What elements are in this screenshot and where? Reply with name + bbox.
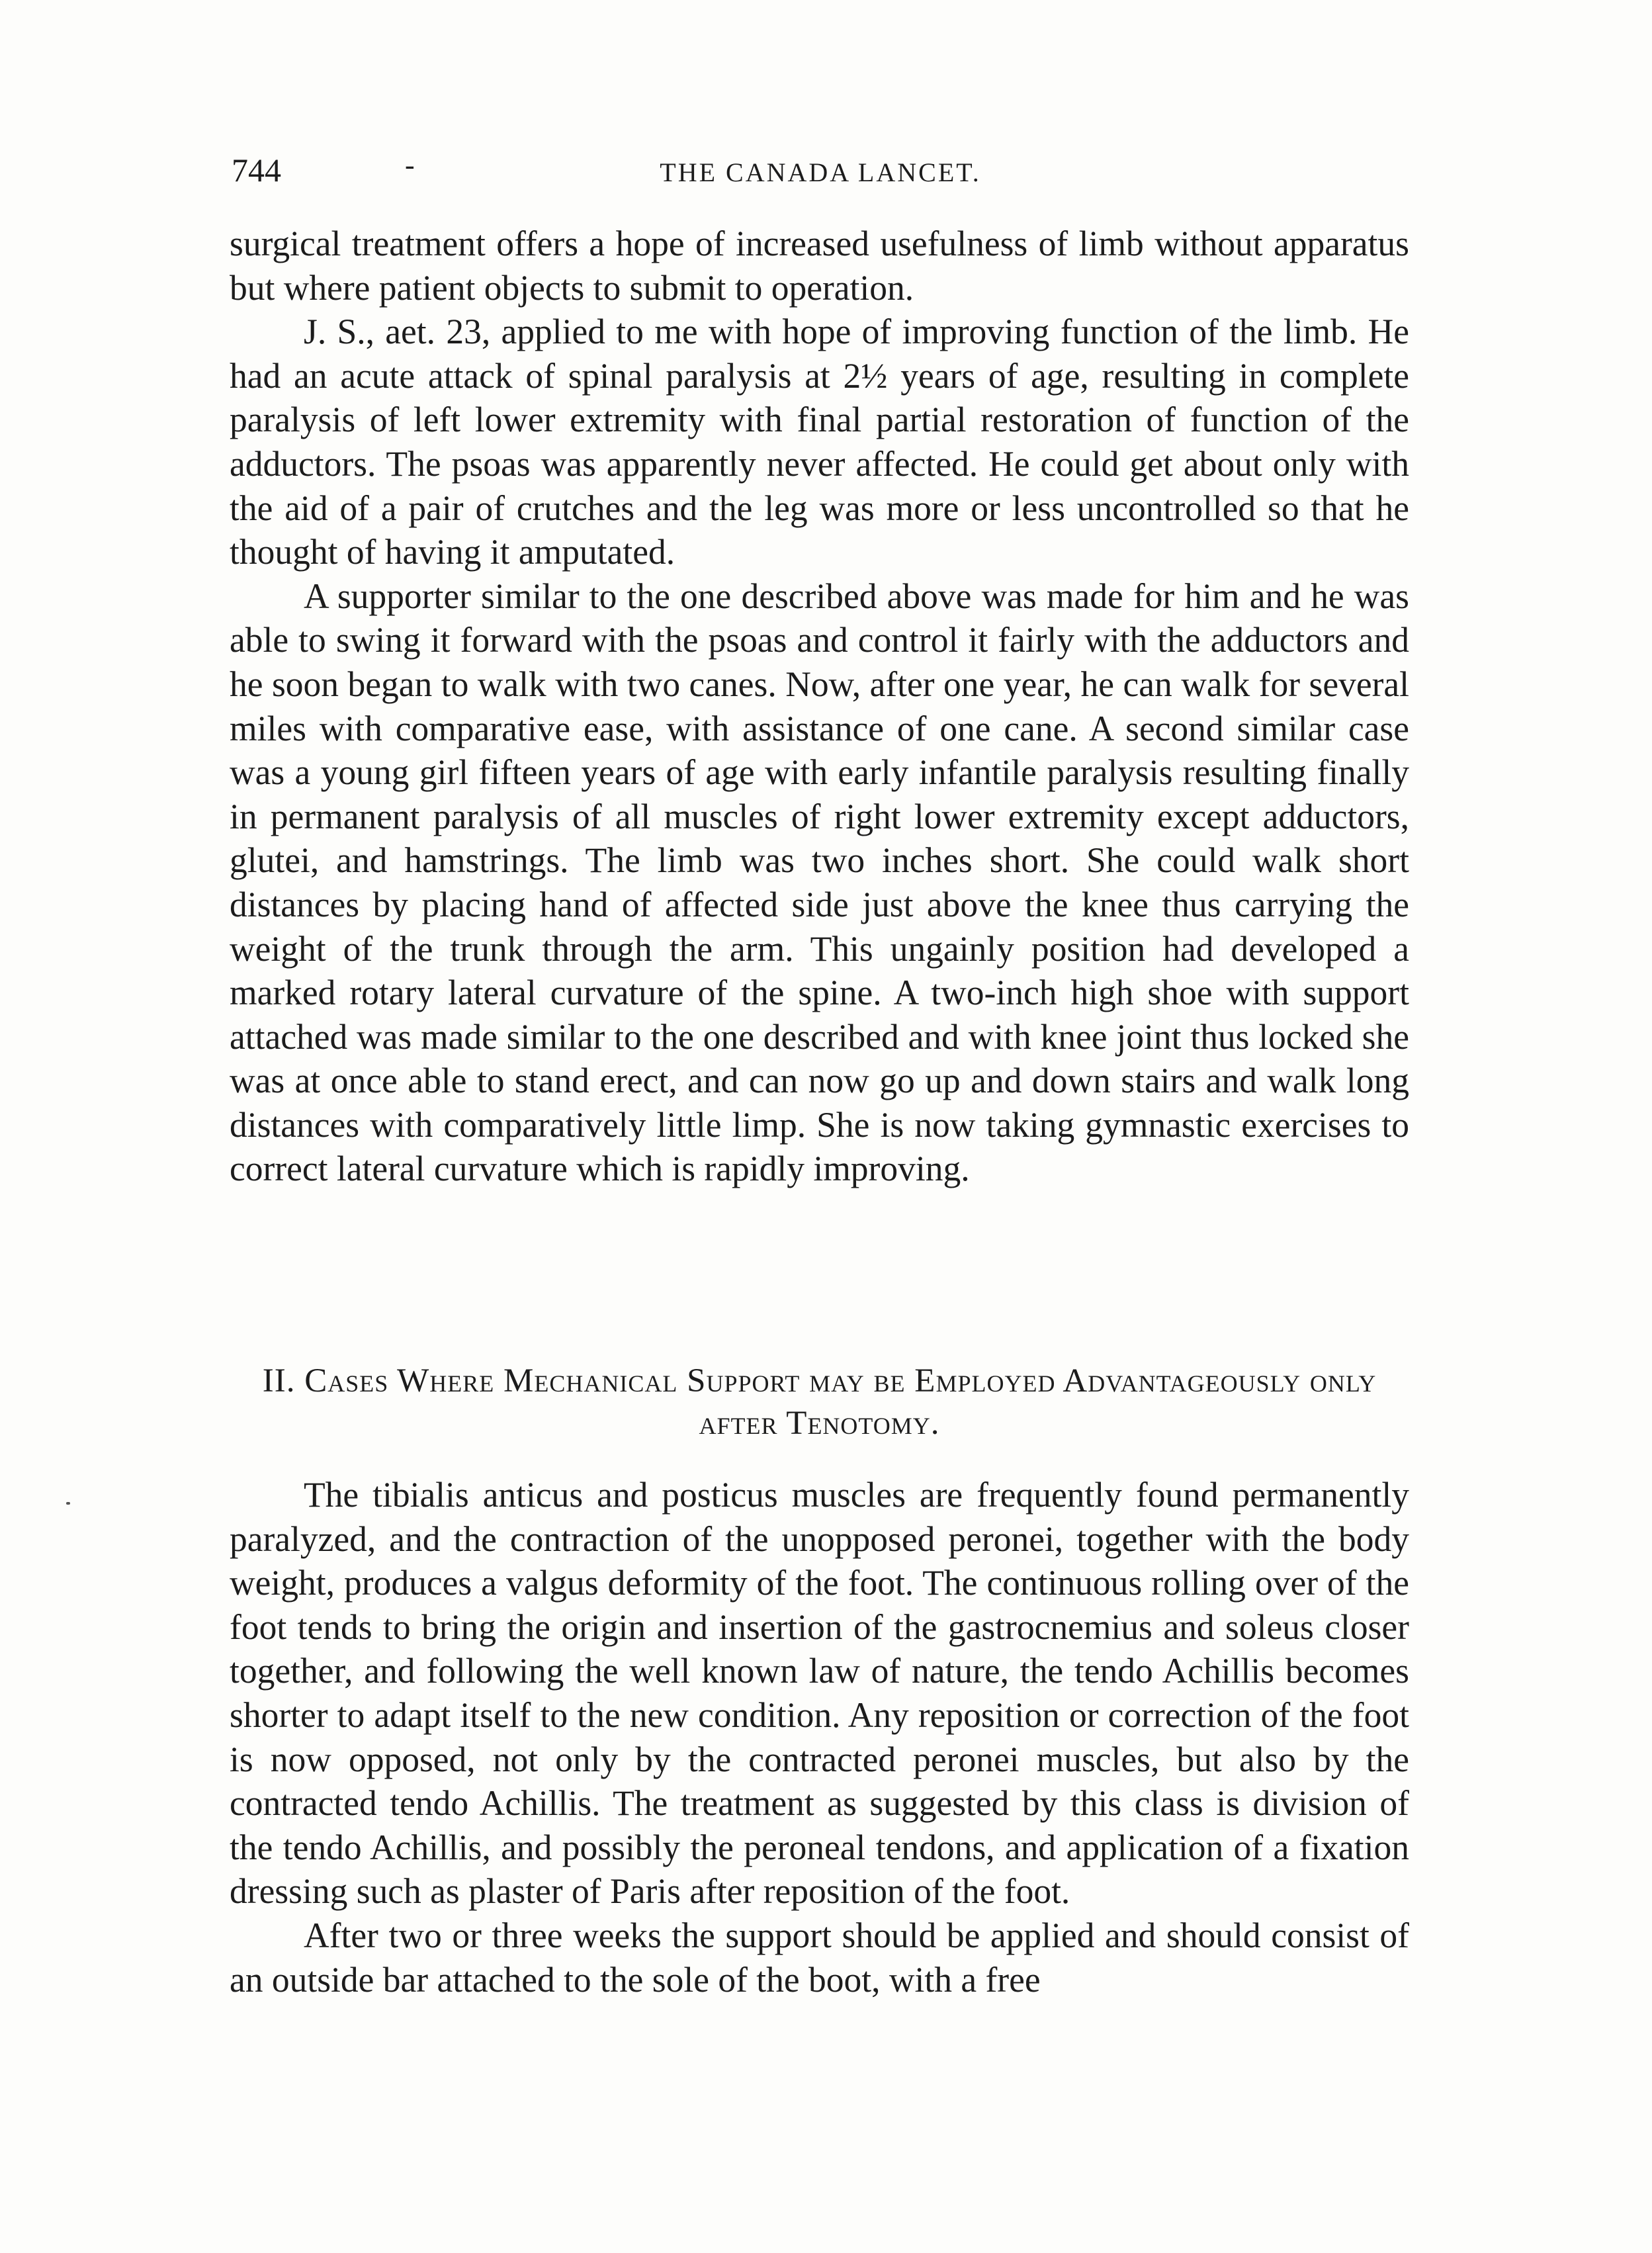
paragraph-case-js: J. S., aet. 23, applied to me with hope of improving function of the limb. He had an acute attack of spinal paralysis at 2½ years of age, resulting in complete paralysis of left lower extremity with final partial restoration of function of the adductors. The psoas was apparently never affected. He could get about only with the aid of a pair of crutches and the leg was more or less uncontrolled so that he thought of having it amputated. <box>230 312 1409 572</box>
section-heading: II. Cases Where Mechanical Support may be Employed Advantageously only after Tenotomy. <box>262 1362 1377 1442</box>
journal-title: THE CANADA LANCET. <box>660 157 981 187</box>
body-text-part2 <box>230 1473 1409 2002</box>
paragraph-support-applied: After two or three weeks the support should be applied and should consist of an outside bar attached to the sole of the boot, with a free <box>230 1915 1409 2000</box>
running-head <box>232 147 1409 193</box>
scan-speck <box>66 1502 70 1505</box>
page-number: 744 <box>232 152 281 189</box>
paragraph-tibialis: The tibialis anticus and posticus muscles are frequently found permanently paralyzed, and the contraction of the unopposed peronei, together with the body weight, produces a valgus deformity of the foot. The continuous rolling over of the foot tends to bring the origin and insertion of the gastrocnemius and soleus closer together, and following the well known law of nature, the tendo Achillis becomes shorter to adapt itself to the new condition. Any reposition or correction of the foot is now opposed, not only by the contracted peronei muscles, but also by the contracted tendo Achillis. The treatment as suggested by this class is division of the tendo Achillis, and possibly the peroneal tendons, and application of a fixation dressing such as plaster of Paris after reposition of the foot. <box>230 1475 1409 1912</box>
header-dash: - <box>405 149 415 181</box>
paragraph-supporter: A supporter similar to the one described above was made for him and he was able to swing it forward with the psoas and control it fairly with the adductors and he soon began to walk with two canes. Now, after one year, he can walk for several miles with comparative ease, with assistance of one cane. A second similar case was a young girl fifteen years of age with early infantile paralysis resulting finally in permanent paralysis of all muscles of right lower extremity except adductors, glutei, and hamstrings. The limb was two inches short. She could walk short distances by placing hand of affected side just above the knee thus carrying the weight of the trunk through the arm. This ungainly position had developed a marked rotary lateral curvature of the spine. A two-inch high shoe with support attached was made similar to the one described and with knee joint thus locked she was at once able to stand erect, and can now go up and down stairs and walk long distances with comparatively little limp. She is now taking gymnastic exercises to correct lateral curvature which is rapidly improving. <box>230 576 1409 1189</box>
paragraph-continued: surgical treatment offers a hope of increased usefulness of limb without apparatus but where patient objects to submit to operation. <box>230 224 1409 308</box>
body-text-part1 <box>230 222 1409 1191</box>
